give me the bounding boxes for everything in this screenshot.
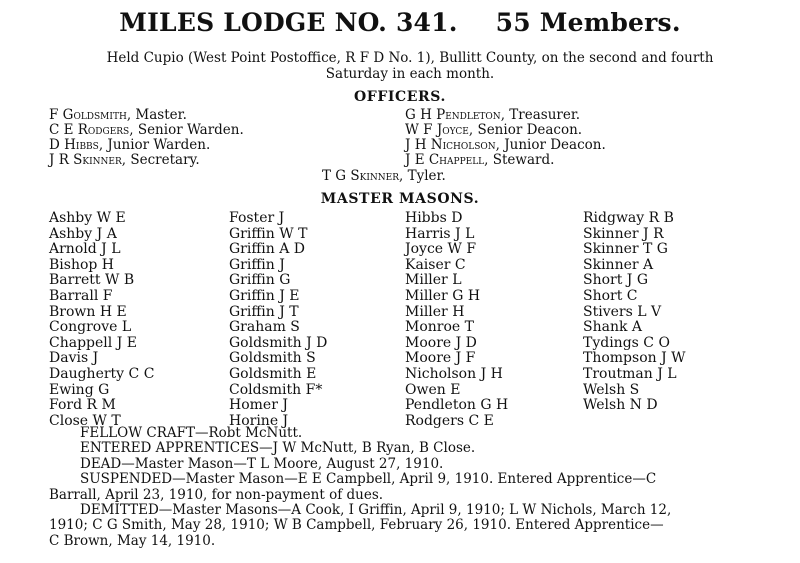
mason-name: Griffin J [229,256,285,273]
officer-name: W F Joyce [405,122,469,138]
mason-name: Coldsmith F* [229,381,323,398]
note-line: C Brown, May 14, 1910. [49,532,216,549]
masons-column [229,211,327,429]
mason-name: Goldsmith J D [229,334,328,351]
officer-role: , Treasurer. [500,107,581,123]
officer-name: G H Pendleton [405,107,501,123]
officer-name: T G Skinner [322,168,399,184]
note-line: DEAD—Master Mason—T L Moore, August 27, 1910. [80,455,444,472]
note-line: FELLOW CRAFT—Robt McNutt. [80,425,303,441]
mason-name: Pendleton G H [405,397,509,414]
master-masons-heading: MASTER MASONS. [320,191,480,207]
mason-name: Miller L [405,272,462,289]
mason-name: Horine J [229,412,289,429]
officer-entry [49,153,244,168]
officer-role: , Junior Deacon. [495,137,606,153]
officer-tyler [322,168,446,184]
officer-name: C E Rodgers [49,122,130,138]
mason-name: Kaiser C [405,256,466,273]
officer-role: , Master. [126,107,187,123]
officer-role: , Senior Warden. [129,122,244,138]
mason-name: Ashby W E [49,210,126,226]
mason-name: Hibbs D [405,210,463,226]
mason-name: Owen E [405,381,461,398]
meeting-info-line: Saturday in each month. [325,66,495,82]
masons-column [583,211,686,414]
mason-name: Griffin G [229,272,291,289]
mason-name: Miller H [405,303,465,320]
officer-role: , Steward. [484,152,555,168]
mason-name: Skinner J R [583,225,664,242]
mason-name: Short J G [583,272,649,289]
officer-name: J R Skinner [49,152,122,168]
officer-name: F Goldsmith [49,107,127,123]
note-line: DEMITTED—Master Masons—A Cook, I Griffin, April 9, 1910; L W Nichols, March 12, [80,502,672,519]
mason-name: Congrove L [49,319,132,336]
mason-name: Stivers L V [583,303,662,320]
officer-role: , Secretary. [121,152,200,168]
officer-name: J E Chappell [405,152,485,168]
mason-name: Troutman J L [583,365,677,382]
officers-right-column [405,108,606,168]
officers-heading: OFFICERS. [354,89,446,105]
meeting-info [40,50,780,82]
mason-name: Skinner T G [583,241,668,258]
masons-column [49,211,154,429]
mason-name: Monroe T [405,319,474,336]
mason-name: Griffin J T [229,303,299,320]
mason-name: Close W T [49,412,121,429]
mason-name: Chappell J E [49,334,137,351]
mason-name: Graham S [229,319,300,336]
mason-name: Harris J L [405,225,475,242]
mason-name: Ford R M [49,397,116,414]
mason-name: Rodgers C E [405,412,494,429]
mason-name: Barrett W B [49,272,135,289]
mason-name: Moore J D [405,334,477,351]
note-line: ENTERED APPRENTICES—J W McNutt, B Ryan, B Close. [80,440,476,457]
mason-name: Ridgway R B [583,210,674,226]
mason-name: Arnold J L [49,241,121,258]
officer-entry [49,123,244,138]
lodge-header [0,8,800,37]
mason-name: Miller G H [405,287,481,304]
mason-name: Griffin J E [229,287,300,304]
officer-name: J H Nicholson [405,137,496,153]
mason-name: Moore J F [405,350,476,367]
mason-name: Thompson J W [583,350,686,367]
mason-name: Daugherty C C [49,365,155,382]
mason-name: Goldsmith S [229,350,316,367]
membership-notes [49,426,794,549]
mason-name: Welsh S [583,381,640,398]
mason-name: Homer J [229,397,288,414]
officer-entry [405,138,606,153]
mason-name: Griffin W T [229,225,308,242]
officer-entry [49,108,244,123]
mason-name: Shank A [583,319,643,336]
note-line: Barrall, April 23, 1910, for non-payment of dues. [49,486,384,503]
note-line: 1910; C G Smith, May 28, 1910; W B Campbell, February 26, 1910. Entered Apprentice— [49,517,664,534]
mason-name: Ewing G [49,381,110,398]
officer-entry [405,123,606,138]
officer-role: , Junior Warden. [98,137,211,153]
mason-name: Ashby J A [49,225,117,242]
mason-name: Goldsmith E [229,365,317,382]
mason-name: Nicholson J H [405,365,503,382]
lodge-title: MILES LODGE NO. 341. [119,8,458,37]
officer-role: , Senior Deacon. [468,122,583,138]
note-line: SUSPENDED—Master Mason—E E Campbell, April 9, 1910. Entered Apprentice—C [80,471,657,488]
officer-entry [405,153,606,168]
officers-left-column [49,108,244,168]
officer-entry [49,138,244,153]
member-count: 55 Members. [495,8,681,37]
officer-entry [405,108,606,123]
mason-name: Tydings C O [583,334,670,351]
mason-name: Short C [583,287,638,304]
mason-name: Davis J [49,350,99,367]
mason-name: Welsh N D [583,397,658,414]
officer-role: , Tyler. [399,168,446,184]
mason-name: Skinner A [583,256,654,273]
mason-name: Foster J [229,210,285,226]
mason-name: Joyce W F [405,241,477,258]
mason-name: Bishop H [49,256,115,273]
mason-name: Griffin A D [229,241,306,258]
meeting-info-line: Held Cupio (West Point Postoffice, R F D No. 1), Bullitt County, on the second and fourth [106,50,714,66]
masons-column [405,211,508,429]
officer-name: D Hibbs [49,137,99,153]
mason-name: Brown H E [49,303,127,320]
mason-name: Barrall F [49,287,113,304]
